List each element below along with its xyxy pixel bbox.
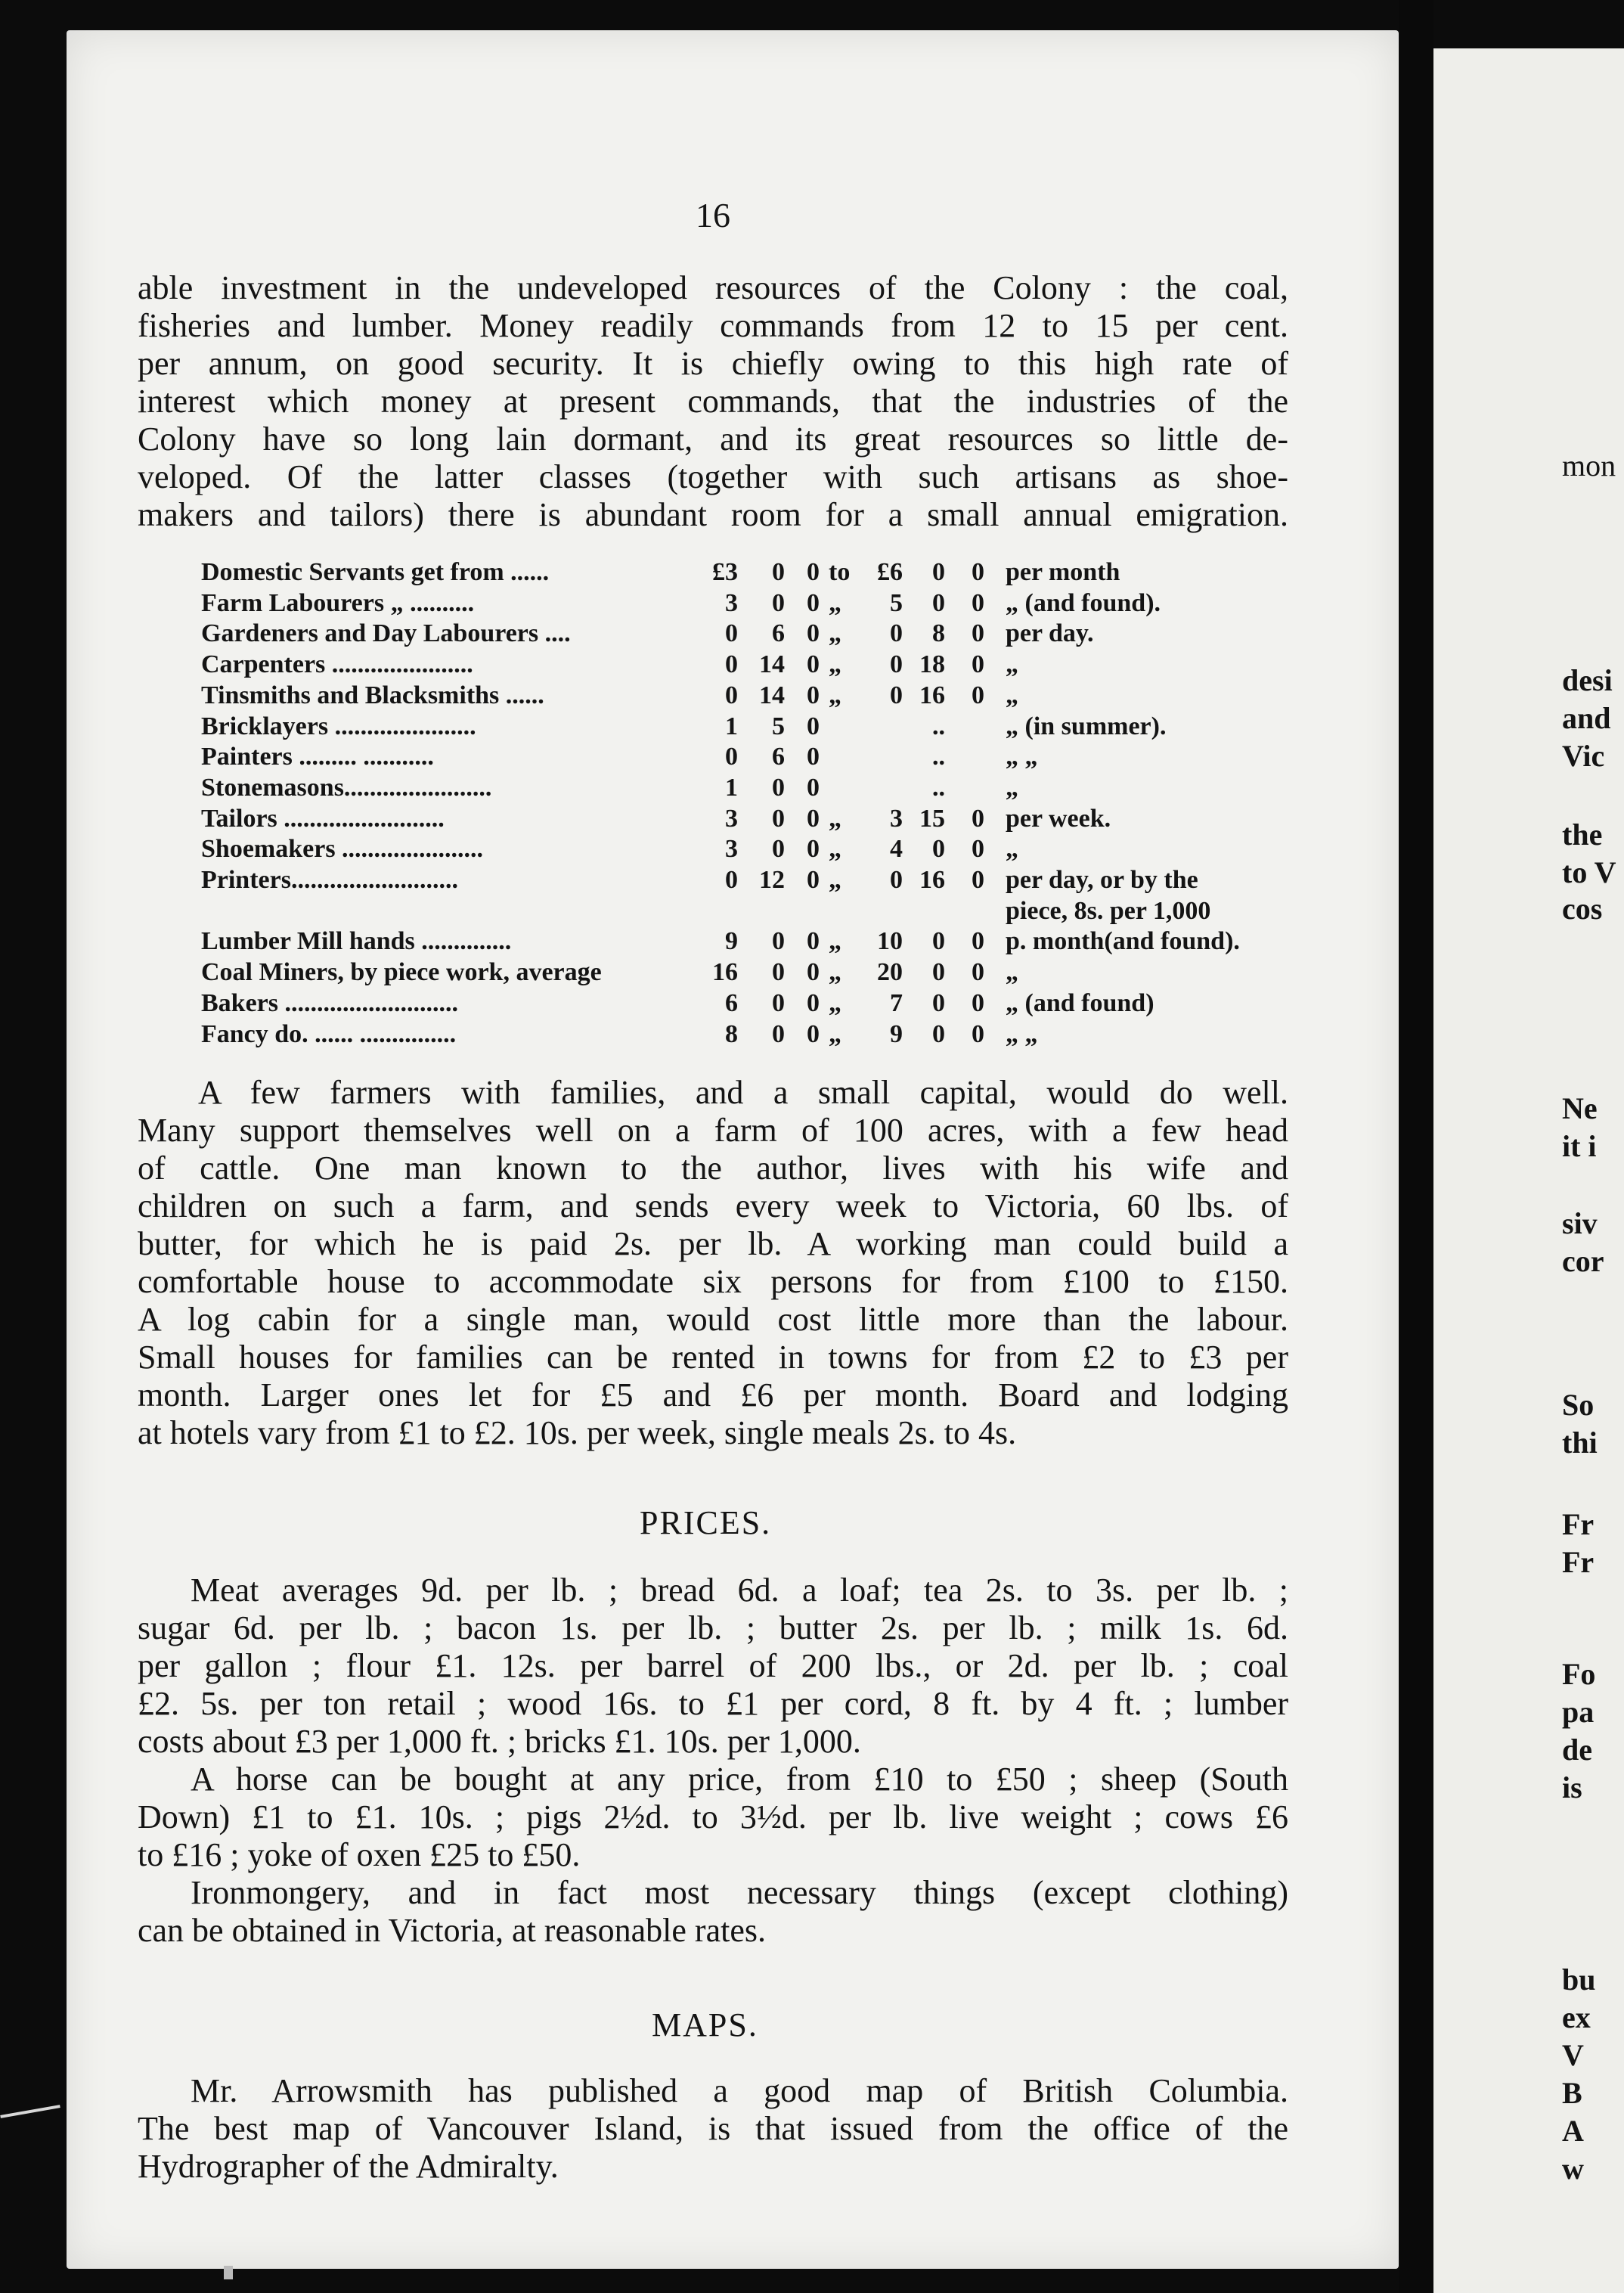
right-fragment: Fr (1562, 1507, 1595, 1541)
wage-cell-v3: 0 (807, 835, 820, 864)
wage-cell-v6: 0 (972, 588, 984, 617)
scan-speck (0, 2105, 60, 2118)
wage-cell-v3: 0 (807, 958, 820, 987)
text-line: sugar 6d. per lb. ; bacon 1s. per lb. ; butter 2s. per lb. ; milk 1s. 6d. (138, 1609, 1288, 1646)
right-fragment: thi (1562, 1426, 1598, 1460)
wage-cell-v5: 16 (919, 681, 945, 709)
text-line: able investment in the undeveloped resources of the Colony : the coal, (138, 269, 1288, 306)
right-fragment: A (1562, 2114, 1584, 2148)
wage-cell-name: Painters ......... ........... (201, 743, 434, 771)
right-fragment: cor (1562, 1244, 1604, 1278)
wage-cell-v5: 18 (919, 650, 945, 679)
wage-cell-sep: „ (829, 835, 841, 864)
wage-cell-name: Domestic Servants get from ...... (201, 558, 550, 586)
right-fragment: to V (1562, 855, 1616, 889)
wage-cell-name: Gardeners and Day Labourers .... (201, 619, 571, 648)
right-fragment: the (1562, 818, 1603, 852)
text-line: A log cabin for a single man, would cost little more than the labour. (138, 1301, 1288, 1338)
text-line: Hydrographer of the Admiralty. (138, 2148, 559, 2185)
wage-cell-v6: 0 (972, 1019, 984, 1048)
wage-cell-v3: 0 (807, 773, 820, 802)
text-line: Colony have so long lain dormant, and its great resources so little de- (138, 420, 1288, 458)
wage-cell-note: „ (1006, 773, 1018, 802)
wage-cell-v3: 0 (807, 866, 820, 894)
right-fragment: Fr (1562, 1545, 1595, 1579)
wage-cell-v2: 0 (772, 927, 785, 956)
wage-cell-v1: 8 (725, 1019, 738, 1048)
right-fragment: and (1562, 701, 1611, 735)
wage-cell-sep: „ (829, 1019, 841, 1048)
wage-cell-note: „ (1006, 681, 1018, 709)
wage-cell-v3: 0 (807, 712, 820, 740)
text-line: per gallon ; flour £1. 12s. per barrel of 200 lbs., or 2d. per lb. ; coal (138, 1647, 1288, 1684)
wage-cell-v4: 10 (877, 927, 903, 956)
right-fragment: is (1562, 1770, 1582, 1804)
text-line: makers and tailors) there is abundant room for a small annual emigration. (138, 496, 1288, 533)
wage-cell-note: p. month(and found). (1006, 927, 1240, 956)
wage-cell-note: per day, or by the (1006, 866, 1198, 894)
prices-heading: PRICES. (640, 1504, 772, 1541)
text-line: fisheries and lumber. Money readily commands from 12 to 15 per cent. (138, 307, 1288, 344)
wage-cell-v3: 0 (807, 804, 820, 833)
text-line: can be obtained in Victoria, at reasonable rates. (138, 1912, 766, 1949)
wage-cell-v4: £6 (877, 558, 903, 586)
wage-cell-v1: 1 (725, 712, 738, 740)
wage-cell-sep: „ (829, 866, 841, 894)
wage-cell-v2: 0 (772, 588, 785, 617)
text-line: Small houses for families can be rented in towns for from £2 to £3 per (138, 1339, 1288, 1376)
wage-cell-name: Tailors ......................... (201, 804, 445, 833)
wage-cell-v5: 15 (919, 804, 945, 833)
maps-heading: MAPS. (652, 2006, 758, 2043)
wage-cell-v2: 0 (772, 558, 785, 586)
wage-cell-sep: „ (829, 619, 841, 648)
wage-cell-v2: 6 (772, 619, 785, 648)
wage-cell-v5: 0 (932, 588, 945, 617)
wage-cell-v5: 16 (919, 866, 945, 894)
wage-cell-v2: 5 (772, 712, 785, 740)
text-line: Mr. Arrowsmith has published a good map of British Columbia. (191, 2072, 1288, 2109)
right-fragment: Ne (1562, 1091, 1598, 1125)
wage-cell-v2: 14 (759, 650, 785, 679)
wage-cell-v6: 0 (972, 619, 984, 648)
wage-cell-name: Stonemasons....................... (201, 773, 492, 802)
wage-cell-v4: 0 (890, 681, 903, 709)
wage-cell-v6: 0 (972, 835, 984, 864)
wage-cell-v4: 3 (890, 804, 903, 833)
right-fragment: cos (1562, 892, 1603, 926)
wage-cell-name: Tinsmiths and Blacksmiths ...... (201, 681, 544, 709)
wage-cell-v5: 0 (932, 988, 945, 1017)
wage-cell-v1: 3 (725, 835, 738, 864)
wage-cell-name: Bakers ........................... (201, 988, 458, 1017)
wage-cell-name: Bricklayers ...................... (201, 712, 476, 740)
wage-cell-note: „ (1006, 650, 1018, 679)
wage-cell-name: Shoemakers ...................... (201, 835, 484, 864)
wage-cell-v2: 0 (772, 835, 785, 864)
right-fragment: So (1562, 1388, 1595, 1422)
wage-cell-v2: 0 (772, 804, 785, 833)
wage-cell-v4: 0 (890, 650, 903, 679)
wage-cell-v6: 0 (972, 866, 984, 894)
wage-cell-v1: 0 (725, 650, 738, 679)
text-line: veloped. Of the latter classes (together with such artisans as shoe- (138, 458, 1288, 495)
wage-cell-sep: „ (829, 958, 841, 987)
wage-cell-v4: 0 (890, 619, 903, 648)
right-fragment: bu (1562, 1963, 1596, 1997)
wage-cell-name: Farm Labourers „ .......... (201, 588, 475, 617)
wage-cell-v2: 0 (772, 773, 785, 802)
wage-cell-v3: 0 (807, 650, 820, 679)
text-line: Meat averages 9d. per lb. ; bread 6d. a loaf; tea 2s. to 3s. per lb. ; (191, 1572, 1288, 1609)
wage-cell-v1: 3 (725, 804, 738, 833)
text-line: The best map of Vancouver Island, is that issued from the office of the (138, 2110, 1288, 2147)
wage-cell-name: Coal Miners, by piece work, average (201, 958, 602, 987)
wage-cell-sep: „ (829, 804, 841, 833)
wage-cell-note: „ (and found). (1006, 588, 1161, 617)
wage-cell-v4: 4 (890, 835, 903, 864)
wage-cell-note: „ „ (1006, 1019, 1038, 1048)
wage-cell-v3: 0 (807, 681, 820, 709)
right-fragment: w (1562, 2152, 1584, 2186)
wage-cell-note: per week. (1006, 804, 1111, 833)
wage-cell-v5: 0 (932, 835, 945, 864)
wage-cell-v6: 0 (972, 927, 984, 956)
text-line: at hotels vary from £1 to £2. 10s. per week, single meals 2s. to 4s. (138, 1414, 1017, 1451)
wage-cell-v5: 0 (932, 558, 945, 586)
right-fragment: mon (1562, 448, 1616, 482)
wage-cell-v1: 3 (725, 588, 738, 617)
wage-cell-v5: 0 (932, 1019, 945, 1048)
wage-cell-note: „ „ (1006, 743, 1038, 771)
wage-cell-note: „ (1006, 835, 1018, 864)
wage-cell-v3: 0 (807, 1019, 820, 1048)
wage-cell-v2: 14 (759, 681, 785, 709)
wage-cell-v3: 0 (807, 743, 820, 771)
wage-cell-v3: 0 (807, 558, 820, 586)
wage-cell-sep: to (829, 558, 851, 586)
wage-cell-v4: 7 (890, 988, 903, 1017)
wage-cell-v2: 12 (759, 866, 785, 894)
wage-cell-sep: „ (829, 588, 841, 617)
wage-cell-v6: 0 (972, 804, 984, 833)
text-line: month. Larger ones let for £5 and £6 per month. Board and lodging (138, 1376, 1288, 1413)
text-line: A few farmers with families, and a small capital, would do well. (198, 1074, 1288, 1111)
wage-cell-v3: 0 (807, 988, 820, 1017)
wage-cell-v1: 0 (725, 866, 738, 894)
wage-cell-v1: 0 (725, 681, 738, 709)
wage-cell-v5: .. (932, 712, 945, 740)
wage-cell-v3: 0 (807, 927, 820, 956)
text-line: Down) £1 to £1. 10s. ; pigs 2½d. to 3½d. per lb. live weight ; cows £6 (138, 1798, 1288, 1835)
right-fragment: siv (1562, 1206, 1598, 1240)
right-fragment: desi (1562, 663, 1613, 697)
right-fragment: Fo (1562, 1657, 1596, 1691)
wage-cell-v5: 0 (932, 958, 945, 987)
wage-cell-sep: „ (829, 650, 841, 679)
wage-cell-v4: 9 (890, 1019, 903, 1048)
wage-cell-v1: 16 (712, 958, 738, 987)
wage-cell-v1: 6 (725, 988, 738, 1017)
text-line: children on such a farm, and sends every week to Victoria, 60 lbs. of (138, 1187, 1288, 1224)
wage-cell-v2: 0 (772, 958, 785, 987)
wage-cell-v2: 0 (772, 988, 785, 1017)
wage-cell-v1: 9 (725, 927, 738, 956)
right-fragment: it i (1562, 1129, 1597, 1163)
wage-cell-note: piece, 8s. per 1,000 (1006, 896, 1211, 925)
wage-cell-sep: „ (829, 988, 841, 1017)
page-number: 16 (696, 196, 730, 234)
wage-cell-sep: „ (829, 927, 841, 956)
wage-cell-v4: 5 (890, 588, 903, 617)
wage-cell-note: „ (in summer). (1006, 712, 1167, 740)
wage-cell-name: Printers.......................... (201, 866, 458, 894)
right-fragment: pa (1562, 1695, 1595, 1729)
text-line: £2. 5s. per ton retail ; wood 16s. to £1 per cord, 8 ft. by 4 ft. ; lumber (138, 1685, 1288, 1722)
wage-cell-v6: 0 (972, 558, 984, 586)
text-line: comfortable house to accommodate six persons for from £100 to £150. (138, 1263, 1288, 1300)
wage-cell-v1: 0 (725, 619, 738, 648)
scan-speck (224, 2266, 233, 2279)
right-fragment: B (1562, 2076, 1582, 2110)
text-line: butter, for which he is paid 2s. per lb. A working man could build a (138, 1225, 1288, 1262)
wage-cell-sep: „ (829, 681, 841, 709)
wage-cell-note: per month (1006, 558, 1120, 586)
wage-cell-v1: 1 (725, 773, 738, 802)
text-line: to £16 ; yoke of oxen £25 to £50. (138, 1836, 581, 1873)
wage-cell-name: Lumber Mill hands .............. (201, 927, 512, 956)
right-fragment: V (1562, 2038, 1584, 2072)
wage-cell-note: per day. (1006, 619, 1094, 648)
wage-cell-v1: £3 (712, 558, 738, 586)
book-gutter (1399, 0, 1433, 2293)
text-line: of cattle. One man known to the author, lives with his wife and (138, 1150, 1288, 1187)
wage-cell-v5: .. (932, 743, 945, 771)
text-line: A horse can be bought at any price, from £10 to £50 ; sheep (South (191, 1761, 1288, 1798)
wage-cell-v6: 0 (972, 958, 984, 987)
text-line: costs about £3 per 1,000 ft. ; bricks £1. 10s. per 1,000. (138, 1723, 861, 1760)
wage-cell-v6: 0 (972, 681, 984, 709)
text-line: per annum, on good security. It is chiefly owing to this high rate of (138, 345, 1288, 382)
wage-cell-v6: 0 (972, 650, 984, 679)
wage-cell-v2: 6 (772, 743, 785, 771)
wage-cell-v5: 0 (932, 927, 945, 956)
wage-cell-v4: 0 (890, 866, 903, 894)
wage-cell-name: Carpenters ...................... (201, 650, 473, 679)
wage-cell-note: „ (1006, 958, 1018, 987)
text-line: interest which money at present commands, that the industries of the (138, 383, 1288, 420)
wage-cell-v1: 0 (725, 743, 738, 771)
wage-cell-v3: 0 (807, 588, 820, 617)
text-line: Ironmongery, and in fact most necessary things (except clothing) (191, 1874, 1288, 1911)
wage-cell-v5: .. (932, 773, 945, 802)
wage-cell-note: „ (and found) (1006, 988, 1154, 1017)
wage-cell-name: Fancy do. ...... ............... (201, 1019, 457, 1048)
wage-cell-v4: 20 (877, 958, 903, 987)
wage-cell-v6: 0 (972, 988, 984, 1017)
wage-cell-v2: 0 (772, 1019, 785, 1048)
wage-cell-v5: 8 (932, 619, 945, 648)
right-fragment: ex (1562, 2000, 1591, 2034)
right-page (1433, 48, 1624, 2293)
right-fragment: de (1562, 1733, 1592, 1767)
text-line: Many support themselves well on a farm of 100 acres, with a few head (138, 1112, 1288, 1149)
wage-cell-v3: 0 (807, 619, 820, 648)
right-fragment: Vic (1562, 739, 1605, 773)
